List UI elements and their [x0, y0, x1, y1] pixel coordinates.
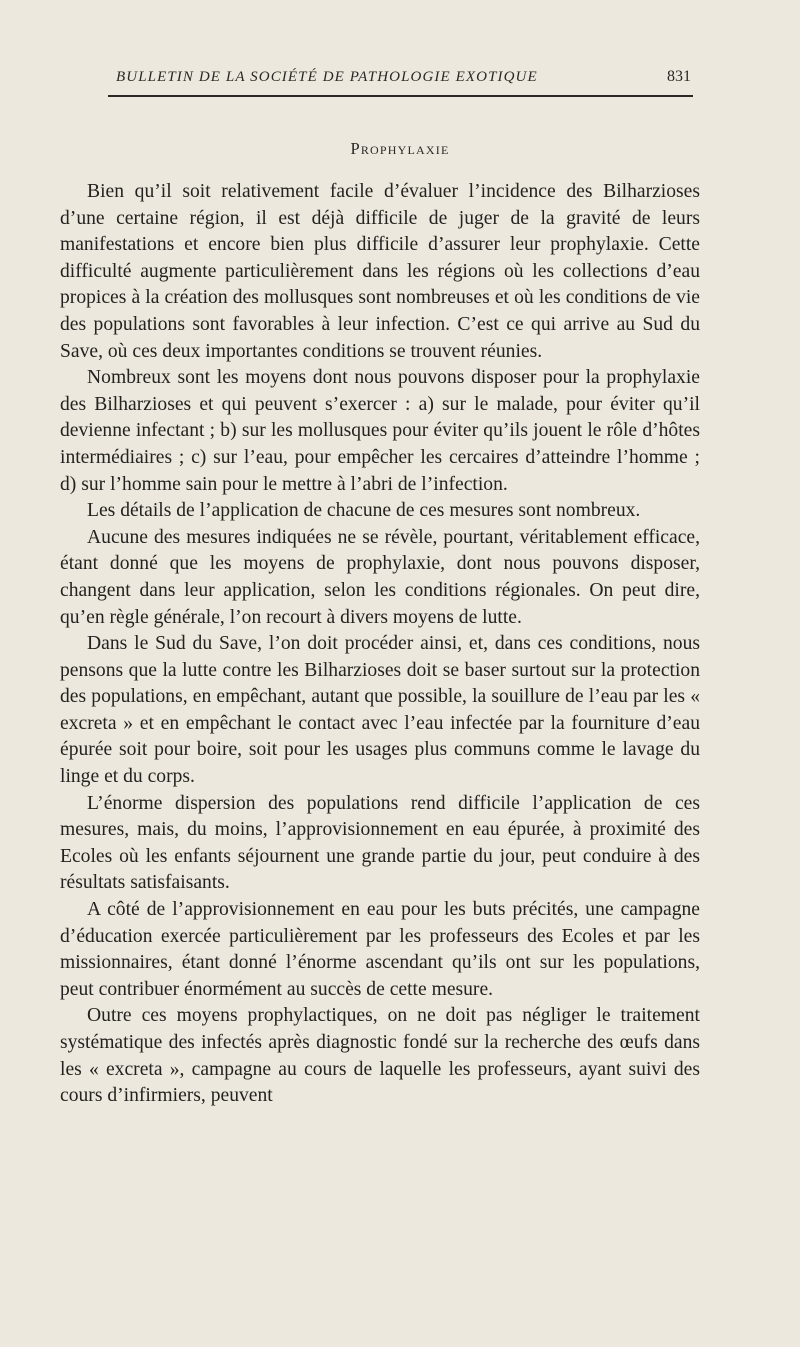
journal-title: BULLETIN DE LA SOCIÉTÉ DE PATHOLOGIE EXOTIQUE	[116, 69, 538, 85]
paragraph: A côté de l’approvisionnement en eau pour les buts précités, une campagne d’éducation exercée particulièrement par les professeurs des Ecoles et par les missionnaires, étant donné l’énorme ascendant qu’ils ont sur les populations, peut contribuer énormément au succès de cette mesure.	[60, 899, 700, 1000]
running-head	[108, 64, 693, 94]
page-number: 831	[667, 68, 691, 85]
paragraph: Nombreux sont les moyens dont nous pouvons disposer pour la prophylaxie des Bilharzioses et qui peuvent s’exercer : a) sur le malade, pour éviter qu’il devienne infectant ; b) sur les mollusques pour éviter qu’ils jouent le rôle d’hôtes intermédiaires ; c) sur l’eau, pour empêcher les cercaires d’atteindre l’homme ; d) sur l’homme sain pour le mettre à l’abri de l’infection.	[60, 367, 700, 495]
paragraph: L’énorme dispersion des populations rend difficile l’application de ces mesures, mais, du moins, l’approvisionnement en eau épurée, à proximité des Ecoles où les enfants séjournent une grande partie du jour, peut conduire à des résultats satisfaisants.	[60, 792, 700, 894]
paragraph: Les détails de l’application de chacune de ces mesures sont nombreux.	[87, 500, 641, 522]
paragraph: Aucune des mesures indiquées ne se révèle, pourtant, véritablement efficace, étant donné que les moyens de prophylaxie, dont nous pouvons disposer, changent dans leur application, selon les conditions régionales. On peut dire, qu’en règle générale, l’on recourt à divers moyens de lutte.	[60, 526, 700, 628]
section-title: Prophylaxie	[350, 139, 450, 158]
paragraph: Bien qu’il soit relativement facile d’évaluer l’incidence des Bilharzioses d’une certaine région, il est déjà difficile de juger de la gravité de leurs manifestations et encore bien plus difficile d’assurer leur prophylaxie. Cette difficulté augmente particulièrement dans les régions où les collections d’eau propices à la création des mollusques sont nombreuses et où les conditions de vie des populations sont favorables à leur infection. C’est ce qui arrive au Sud du Save, où ces deux importantes conditions se trouvent réunies.	[60, 181, 700, 362]
paragraph: Dans le Sud du Save, l’on doit procéder ainsi, et, dans ces conditions, nous pensons que la lutte contre les Bilharzioses doit se baser surtout sur la protection des populations, en empêchant, autant que possible, la souillure de l’eau par les « excreta » et en empêchant le contact avec l’eau infectée par la fourniture d’eau épurée soit pour boire, soit pour les usages plus communs comme le lavage du linge et du corps.	[60, 633, 700, 788]
paragraph: Outre ces moyens prophylactiques, on ne doit pas négliger le traitement systématique des infectés après diagnostic fondé sur la recherche des œufs dans les « excreta », campagne au cours de laquelle les professeurs, ayant suivi des cours d’infirmiers, peuvent	[60, 1005, 700, 1107]
header-rule	[108, 95, 693, 97]
body-text	[60, 179, 700, 1110]
